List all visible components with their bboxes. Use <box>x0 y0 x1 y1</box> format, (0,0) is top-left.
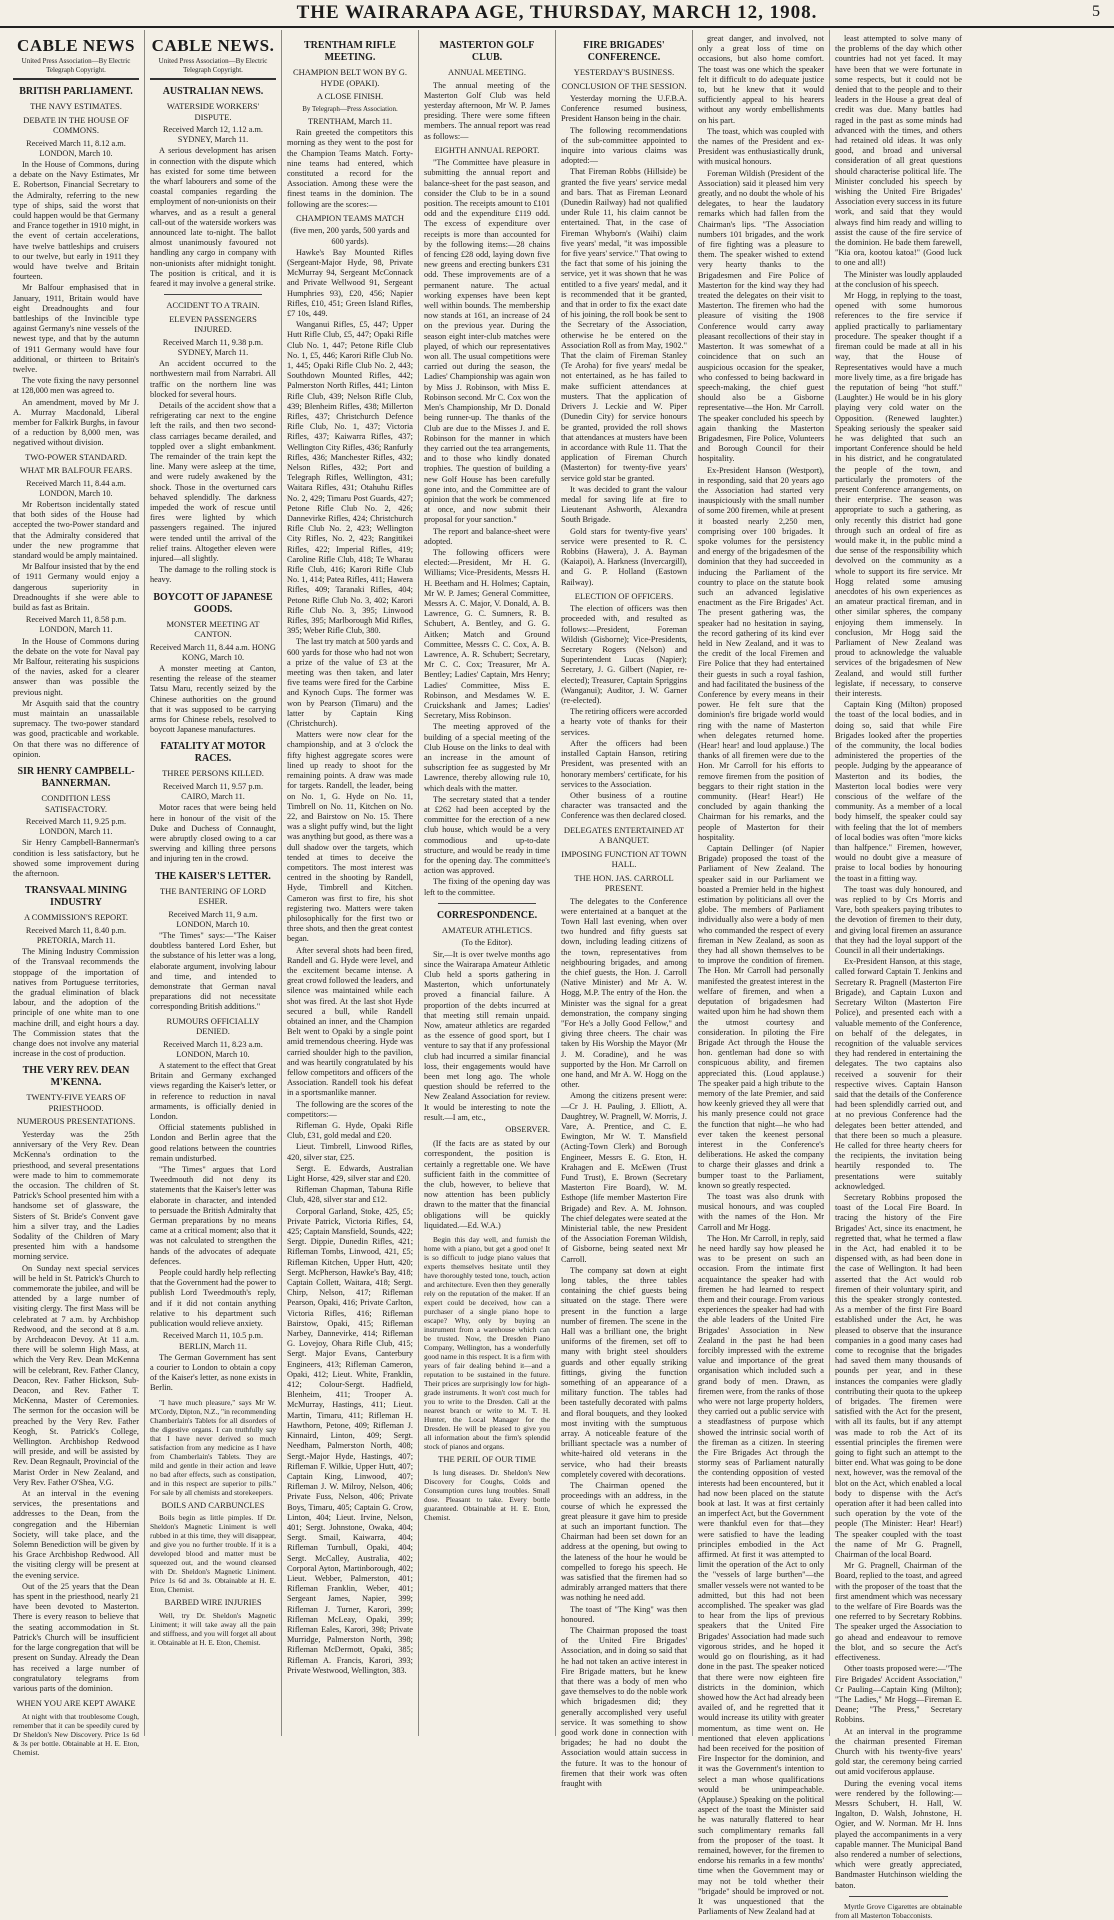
paragraph: Captain Dellinger (of Napier Brigade) proposed the toast of the Parliament of New Zealand. The speaker said in our Parliament we boasted a Premier held in the highest estimation by politicians all over the globe. The members of Parliament individually also were a body of men who commanded the respect of every fireman in New Zealand, as soon as they had all shown themselves to be to improve the condition of firemen. The Hon. Mr Carroll had personally manifested the greatest interest in the welfare of firemen, and when a deputation of brigadesmen had waited upon him he had shown them the utmost courtesy and consideration. In piloting the Fire Brigade Act through the House the hon. gentleman had done so with conspicuous ability, and firemen appreciated this. (Loud applause.) The speaker paid a high tribute to the memory of the late Premier, and said how keenly grieved they all were that his manly presence could not grace the function that night—he who had ever taken the keenest personal interest in the Conference's deliberations. He asked the company to charge their glasses and drink a bumper toast to the Parliament, known so greatly respected. <box>698 844 824 1190</box>
article-subtitle: ACCIDENT TO A TRAIN. <box>166 300 260 311</box>
paragraph: Rifleman Chapman, Tabuna Rifle Club, 428, silver star and £12. <box>287 1185 413 1205</box>
paragraph: Corporal Garland, Stoke, 425, £5; Private Patrick, Victoria Rifles, £4, 425; Captain Mansfield, Sounds, 422; Sergt. Dippie, Dunedin Rifles, 421; Rifleman Tombs, Linwood, 421, £5; Rifleman Kitchen, Upper Hutt, 420; Sergt. McPherson, Hawke's Bay, 418; Captain Collett, Waitara, 418; Sergt. Chirp, Nelson, 417; Rifleman Pearson, Opaki, 416; Private Carlton, Victoria Rifles, 416; Rifleman Bairstow, Opaki, 415; Rifleman Narbey, Dannevirke, 414; Rifleman G. Lovejoy, Ohara Rifle Club, 415; Sergt. Major Evans, Canterbury Engineers, 413; Rifleman Cameron, Opaki, 412; Lieut. White, Franklin, 412; Colour-Sergt. Hadfield, Blenheim, 411; Trooper A. McMurray, Hastings, 411; Lieut. Martin, Timaru, 411; Rifleman H. Hawthorn, Petone, 409; Rifleman J. Kinnaird, Linton, 409; Sergt. Needham, Palmerston North, 408; Sergt.-Major Hyde, Hastings, 407; Rifleman F. Wilkie, Upper Hutt, 407; Captain King, Linwood, 407; Rifleman J. W. Milroy, Nelson, 406; Private Fuss, Nelson, 406; Private Boys, Timaru, 405; Captain G. Crow, Linton, 404; Lieut. Irvine, Nelson, 401; Sergt. Johnstone, Owaka, 404; Sergt. Smail, Kaiwarra, 404; Rifleman Turnbull, Opaki, 404; Sergt. McCalley, Australia, 402; Corporal Ayton, Martinborough, 402; Lieut. Webber, Palmerston, 401; Rifleman Franklin, Weber, 401; Sergeant James, Napier, 399; Rifleman J. Turner, Karori, 399; Rifleman McLeay, Opaki, 399; Rifleman Eales, Karori, 398; Private Murridge, Palmerston North, 398; Rifleman McDermott, Opaki, 385; Rifleman A. Francis, Karori, 393; Private Westwood, Wellington, 383. <box>287 1206 413 1675</box>
article-subtitle: CONDITION LESS SATISFACTORY. <box>41 793 111 814</box>
paragraph: The meeting approved of the building of a special meeting of the Club House on the links to deal with an increase in the amount of subscription fee as suggested by Mr Lawrence, thereby allowing rule 10, which deals with the matter. <box>424 722 550 793</box>
paragraph: That Fireman Robbs (Hillside) be granted the five years' service medal and bars. That as Fireman Leonard (Dunedin Railway) had not qualified under Rule 11, his claim cannot be entertained. That, in the case of Fireman Whyborn's (Waihi) claim five years' medal, "it was impossible for five years' service." That owing to the fact that some of his joining the service, yet it was shown that he was entitled to a five years' medal, and it is recommended that it be granted, and that in order to fix the exact date of his joining, the roll book be sent to the Secretary of the Association, otherwise he be entered on the Association Roll as from May, 1902." That the claim of Fireman Stanley (Te Aroha) for five years' medal be not entertained, as he has failed to make sufficient attendances at musters. That the application of Drivers J. Leckie and W. Piper (Dunedin City) for service honours be granted, provided the roll shows that attendances at musters have been in accordance with Rule 11. That the application of Fireman Church (Masterton) for twenty-five years' service gold star be granted. <box>561 167 687 483</box>
advertisement <box>150 1398 276 1647</box>
ad-text: Myrtle Grove Cigarettes are obtainable from all Masterton Tobacconists. <box>835 1901 962 1920</box>
column-3 <box>282 30 419 1736</box>
paragraph: Motor races that were being held here in honour of the visit of the Duke and Duchess of Connaught, were abruptly closed owing to a car swerving and killing three persons and injuring ten in the crowd. <box>150 803 276 864</box>
article-title: FATALITY AT MOTOR RACES. <box>160 741 266 765</box>
paragraph: The fixing of the opening day was left to the committee. <box>424 877 550 897</box>
masthead-title: THE WAIRARAPA AGE, THURSDAY, MARCH 12, 1908. <box>296 2 818 23</box>
paragraph: (If the facts are as stated by our correspondent, the position is certainly a regrettable one. We have sufficient faith in the committee of the club, however, to believe that now attention has been publicly drawn to the matter that the financial obligations will be quickly liquidated.—Ed. W.A.) <box>424 1139 550 1230</box>
article-subtitle: WHAT MR BALFOUR FEARS. <box>19 465 133 476</box>
advertisement <box>13 1698 139 1757</box>
article-subtitle: RUMOURS OFFICIALLY DENIED. <box>166 1015 260 1037</box>
dateline: Received March 11, 8.23 a.m. LONDON, March 10. <box>163 1039 263 1059</box>
section-heading: CABLE NEWS. <box>151 36 275 55</box>
article-subtitle: DEBATE IN THE HOUSE OF COMMONS. <box>23 114 129 135</box>
paragraph: Gold stars for twenty-five years' service were presented to R. C. Robbins (Hawera), J. A. Bayman (Kaiapoi), A. Harkness (Invercargill), and G. P. Holland (Eastown Railway). <box>561 526 687 587</box>
paragraph: The Minister was loudly applauded at the conclusion of his speech. <box>835 269 962 289</box>
paragraph: The toast of "The King" was then honoured. <box>561 1604 687 1624</box>
dateline: Received March 11, 9 a.m. LONDON, March 10. <box>168 909 258 929</box>
paragraph: Hawke's Bay Mounted Rifles (Sergeant-Major Hyde, 98, Private McMurray 94, Sergeant McConnack and Private Wellwood 91, Sergeant Humphries 93), £20, 456; Napier Rifles, £10, 451; Green Island Rifles, £7 10s, 449. <box>287 247 413 318</box>
paragraph: The secretary stated that a tender at £262 had been accepted by the committee for the erection of a new club house, which would be a very commodious and up-to-date structure, and would be ready in time for the opening day. The committee's action was approved. <box>424 794 550 876</box>
article-title: TRENTHAM RIFLE MEETING. <box>304 40 396 63</box>
paragraph: Other business of a routine character was transacted and the Conference was then declared closed. <box>561 790 687 821</box>
paragraph: great danger, and involved, not only a great loss of time on occasions, but also home comfort. The toast was one which the speaker felt it difficult to do adequate justice to, but he knew that it would sufficiently appeal to his hearers without any wordy embellishments on his part. <box>698 34 824 125</box>
article-title: THE VERY REV. DEAN M'KENNA. <box>22 1065 130 1089</box>
paragraph: Other toasts proposed were:—"The Fire Brigades' Accident Association," Cr Pauling—Captain King (Milton); "The Ladies," Mr Hogg—Fireman E. Deane; "The Press," Secretary Robbins. <box>835 1664 962 1725</box>
columns <box>8 30 1108 1920</box>
paragraph: On Sunday next special services will be held in St. Patrick's Church to commemorate the jubilee, and will be attended by a large number of visiting clergy. The first Mass will be celebrated at 7 a.m. by Archbishop Redwood, and the second at 8 a.m. by Archdeacon Devoy. At 11 a.m. there will be solemn High Mass, at which the Very Rev. Dean McKenna will be celebrant, Rev. Father Clancy, Deacon, Rev. Father Hickson, Sub-Deacon, and Rev. Father T. McKenna, Master of Ceremonies. The sermon for the occasion will be preached by the Very Rev. Father Keogh, St. Patrick's College, Wellington. Archbishop Redwood will preside, and will be assisted by Rev. Dean Regnault, Provincial of the Marist Order in New Zealand, and Very Rev. Father O'Shea, V.G. <box>13 1263 139 1487</box>
paragraph: The following recommendations of the sub-committee appointed to inquire into various claims was adopted:— <box>561 125 687 166</box>
paragraph: The company sat down at eight long tables, the three tables containing the chief guests being situated on the stage. There were present in the function a large number of firemen. The scene in the Hall was a brilliant one, the bright uniforms of the firemen, set off to many with bright steel shoulders guards and other equally striking fittings, giving the function something of an appearance of a military function. The tables had been tastefully decorated with palms and floral bouquets, and they looked most inviting with the sumptuous array. A noticeable feature of the brilliant spectacle was a number of white-haired old veterans in the service, who had their breasts completely covered with decorations. <box>561 1265 687 1479</box>
article-subtitle: THREE PERSONS KILLED. <box>162 768 264 779</box>
article-title: THE KAISER'S LETTER. <box>155 870 271 882</box>
paragraph: Sergt. E. Edwards, Australian Light Horse, 429, silver star and £20. <box>287 1163 413 1184</box>
article-subtitle: CHAMPION TEAMS MATCH <box>296 212 404 223</box>
paragraph: Matters were now clear for the championship, and at 3 o'clock the fifty highest aggregate scores were lined up ready to shoot for the remaining points. A draw was made for targets. Randell, the leader, being on No. 1, G. Hyde on No. 11, Timbrell on No. 11, Kitchen on No. 22, and Bairstow on No. 15. There was a slight puffy wind, but the light was anything but good, as there was a dull shadow over the targets, which tended at times to deceive the competitors. The most interest was centred in the shooting by Randell, Hyde, Timbrell and Kitchen. Cameron was first to fire, his shot registering two. Matters were taken philosophically for the first two or three shots, and then the great contest began. <box>287 730 413 944</box>
credit-line: By Telegraph—Press Association. <box>302 104 398 113</box>
dateline: (five men, 200 yards, 500 yards and 600 yards). <box>290 226 410 246</box>
article-subtitle: ANNUAL MEETING. <box>447 67 527 77</box>
article-subtitle: AMATEUR ATHLETICS. <box>441 924 533 935</box>
paragraph: Details of the accident show that a refrigerating car next to the engine left the rails, and then two second-class carriages became derailed, and toppled over a slight embankment. The remainder of the train kept the line. Many were asleep at the time, and were rudely awakened by the shock. Those in the overturned cars behaved splendidly. The darkness impeded the work of rescue until fires were lighted by which passengers regained. The injured were tended until the arrival of the relief trains. Altogether eleven were injured—all slightly. <box>150 400 276 564</box>
paragraph: The toast, which was coupled with the names of the President and ex-President was enthusiastically drunk, with musical honours. <box>698 126 824 167</box>
dateline: Received March 12, 1.12 a.m. SYDNEY, March 11. <box>163 125 263 145</box>
article-subtitle: A COMMISSION'S REPORT. <box>23 912 129 923</box>
divider <box>150 78 276 80</box>
paragraph: The following are the scores of the competitors:— <box>287 1099 413 1119</box>
credit-line: United Press Association—By Electric Telegraph Copyright. <box>158 57 268 74</box>
article-title: FIRE BRIGADES' CONFERENCE. <box>583 40 665 63</box>
paragraph: Mr G. Pragnell, Chairman of the Board, replied to the toast, and agreed with the proposer of the toast that the first amendment which was necessary to the welfare of Fire Boards was the one referred to by Secretary Robbins. The speaker urged the Association to go ahead and endeavour to remove the blot, and so secure the Act's effectiveness. <box>835 1561 962 1663</box>
paragraph: The German Government has sent a courier to London to obtain a copy of the Kaiser's letter, as none exists in Berlin. <box>150 1352 276 1393</box>
paragraph: Sir,—It is over twelve months ago since the Wairarapa Amateur Athletic Club held a sports gathering in Masterton, which unfortunately proved a financial failure. A proportion of the debts incurred at that meeting still remain unpaid. Now, amateur athletics are regarded as the essence of good sport, but I venture to say that if any professional club had incurred a similar financial loss, their engagements would have been met long ago. The whole question should be referred to the New Zealand Association for review. It would be interesting to note the result.—I am, etc., <box>424 949 550 1122</box>
paragraph: At an interval in the evening services, the presentations and addresses to the Dean, from the congregation and the Hibernian Society, will take place, and the Solemn Benediction will be given by his Grace Archbishop Redwood. All the visiting clergy will be present at the evening service. <box>13 1489 139 1580</box>
paragraph: It was decided to grant the valour medal for saving life at fire to Lieutenant Ashworth, Alexandra South Brigade. <box>561 484 687 525</box>
paragraph: Mr Hogg, in replying to the toast, opened with some humorous references to the fire service if applied practically to parliamentary procedure. The speaker thought if a fireman could be made at all in his way, that the House of Representatives would have a much more lively time, as a fire brigade has the reputation of being "hot stuff." (Laughter.) He would be in his glory playing very cold water on the Opposition. (Renewed laughter.) Speaking seriously the speaker said he was delighted that such an important Conference should be held in his district, and he congratulated the people of the town, and particularly the promoters of the present Conference arrangements, on their enterprise. The season was appropriate to such a gathering, as only recently this district had gone through such an ordeal of fire as would make it, in the public mind a due sense of the responsibility which devolved on the community as a whole to support its fire service. Mr Hogg related some amusing anecdotes of his own experiences as an amateur practical fireman, and in other similar spheres, the company enjoying them immensely. In conclusion, Mr Hogg said the Parliament of New Zealand was proud to acknowledge the valuable services of the brigadesmen of New Zealand, and would still further legislate, if necessary, to conserve their interests. <box>835 291 962 698</box>
ad-title: THE PERIL OF OUR TIME <box>438 1454 536 1465</box>
paragraph: An amendment, moved by Mr J. A. Murray Macdonald, Liberal member for Falkirk Burghs, in favour of a reduction by 8,000 men, was negatived without division. <box>13 397 139 448</box>
ad-title: WHEN YOU ARE KEPT AWAKE <box>16 1698 136 1709</box>
dateline: Received March 11, 10.5 p.m. BERLIN, March 11. <box>162 1331 264 1351</box>
article-subtitle: ELEVEN PASSENGERS INJURED. <box>169 313 257 335</box>
article-subtitle: TWO-POWER STANDARD. <box>25 451 127 462</box>
paragraph: Among the citizens present were:—Cr J. H. Pauling, J. Elliott, A. Daughtrey, W. Pragnell, W. Morris, J. Vare, A. Prentice, and C. E. Ewington, Mr W. T. Mansfield (Acting-Town Clerk) and Borough Engineer, Messrs E. G. Eton, H. Krahagen and E. McEwen (Trust Fund Trust), E. Brown (Secretary Masterton Fire Board), W. M. Esthope (life member Masterton Fire Brigade) and Rev. A. M. Johnson. The chief delegates were seated at the Ministerial table, the new President of the Association Foreman Wildish, of Gisborne, being seated next Mr Carroll. <box>561 1091 687 1264</box>
paragraph: Official statements published in London and Berlin agree that the good relations between the countries remain undisturbed. <box>150 1123 276 1163</box>
paragraph: Mr Balfour emphasised that in January, 1911, Britain would have eight Dreadnoughts and four battleships of the Invincible type against Germany's nine vessels of the newest type, and that by the autumn of 1911 Germany would have four additional, or thirteen to Britain's twelve. <box>13 283 139 374</box>
article-subtitle: ELECTION OF OFFICERS. <box>574 590 674 601</box>
paragraph: After the officers had been installed Captain Hanson, retiring President, was presented with an honorary members' certificate, for his services to the Association. <box>561 738 687 789</box>
paragraph: A monster meeting at Canton, resenting the release of the steamer Tatsu Maru, recently seized by the Chinese authorities on the ground that it was supposed to be carrying arms for Chinese rebels, resolved to boycott Japanese manufactures. <box>150 664 276 735</box>
paragraph: The Chairman opened the proceedings with an address, in the course of which he expressed the great pleasure it gave him to preside at such an important function. The Chairman had been set down for an address at the opening, but owing to the lateness of the hour he would be compelled to forego his speech. He was satisfied that the firemen had so admirably arranged matters that there was nothing he need add. <box>561 1481 687 1603</box>
credit-line: United Press Association—By Electric Telegraph Copyright. <box>21 57 131 74</box>
article-title: BRITISH PARLIAMENT. <box>19 86 133 97</box>
ad-text: At night with that troublesome Cough, remember that it can be speedily cured by Dr Sheldon's New Discovery. Price 1s 6d & 3s per bottle. Obtainable at H. E. Eton, Chemist. <box>13 1711 139 1757</box>
paragraph: The election of officers was then proceeded with, and resulted as follows:—President, Foreman Wildish (Gisborne); Vice-Presidents, Secretary Rogers (Nelson) and Superintendent Lucas (Napier); Secretary, J. G. Gilbert (Napier, re-elected); Treasurer, Captain Spriggins (Wanganui); Auditor, J. W. Garner (re-elected). <box>561 604 687 706</box>
paragraph: "The Times" says:—"The Kaiser doubtless bantered Lord Esher, but the substance of his letter was a long, elaborate argument, involving labour and time, and intended to demonstrate that German naval preparations did not necessitate corresponding British additions." <box>150 930 276 1012</box>
article-title: MASTERTON GOLF CLUB. <box>439 40 535 63</box>
paragraph: A serious development has arisen in connection with the dispute which has existed for some time between the wharf labourers and some of the coastal companies regarding the employment of non-unionists on their wharves, and as a result a general call-out of the waterside workers was announced late to-night. The ballot almost unanimously favoured not handling any cargo in company with non-unionists after midnight tonight. The position is critical, and it is feared it may involve a general strike. <box>150 146 276 289</box>
paragraph: Rain greeted the competitors this morning as they went to the post for the Champion Teams Match. Forty-nine teams had entered, which constituted a record for the Association. Among these were the finest teams in the dominion. The following are the scores:— <box>287 128 413 209</box>
paragraph: "The Times" argues that Lord Tweedmouth did not deny its statements that the Kaiser's letter was elaborate in character, and intended to persuade the British Admiralty that German preparations by no means came at a critical moment; also that it was not calculated to strengthen the hands of the advocates of adequate defences. <box>150 1165 276 1266</box>
paragraph: "The Committee have pleasure in submitting the annual report and balance-sheet for the past season, and consider the Club to be in a sound position. The receipts amount to £101 odd and the expenditure £119 odd. The excess of expenditure over receipts is more than accounted for by the following items:—28 chains of fencing £28 odd, laying down five new greens and erecting bunkers £31 odd. These improvements are of a permanent nature. The actual working expenses have been kept well within bounds. The membership now stands at 161, an increase of 24 on the previous year. During the season eight inter-club matches were played, of which our representatives won all. The usual competitions were carried out during the season, the Ladies' Championship was again won by Miss J. Robinson, with Miss E. Robinson second. Mr C. Cox won the Men's Championship, Mr D. Donald being runner-up. The thanks of the Club are due to the Misses J. and E. Robinson for the manner in which they carried out the tea arrangements, and to those who kindly donated trophies. The question of building a new Golf House has been carefully gone into, and the Committee are of opinion that the work be commenced at once, and now submit their proposal for your sanction." <box>424 158 550 525</box>
paragraph: An accident occurred to the northwestern mail from Narrabri. All traffic on the northern line was blocked for several hours. <box>150 359 276 399</box>
divider <box>849 1896 948 1897</box>
dateline: Received March 11, 8.44 a.m. LONDON, March 10. <box>26 478 126 498</box>
paragraph: The annual meeting of the Masterton Golf Club was held yesterday afternoon, Mr W. P. James presiding. There were some fifteen members. The annual report was read as follows:— <box>424 80 550 141</box>
paragraph: After several shots had been fired, Randell and G. Hyde were level, and the excitement became intense. A great crowd followed the leaders, and silence was maintained while each shot was fired. At the last shot Hyde secured a bull, while Randell obtained an inner, and the Champion Belt went to Opaki by a single point amid tremendous cheering. Hyde was carried shoulder high to the pavilion, and was heartily congratulated by his fellow competitors and officers of the Association. Randell took his defeat in a sportsmanlike manner. <box>287 945 413 1098</box>
paragraph: The report and balance-sheet were adopted. <box>424 526 550 546</box>
dateline: TRENTHAM, March 11. <box>307 117 393 126</box>
divider <box>13 78 139 80</box>
article-subtitle: THE BANTERING OF LORD ESHER. <box>159 885 266 907</box>
dateline: (To the Editor). <box>461 938 513 948</box>
paragraph: Rifleman G. Hyde, Opaki Rifle Club, £31, gold medal and £20. <box>287 1121 413 1141</box>
article-subtitle: THE NAVY ESTIMATES. <box>30 101 122 111</box>
article-subtitle: DELEGATES ENTERTAINED AT A BANQUET. <box>563 824 685 846</box>
article-title: TRANSVAAL MINING INDUSTRY <box>24 885 128 909</box>
dateline: Received March 11, 8.44 a.m. HONG KONG, March 10. <box>150 642 276 662</box>
paragraph: During the evening vocal items were rendered by the following:—Messrs Schubert, H. Hall, W. Ingalton, D. Walsh, Johnstone, H. Ogier, and W. Norman. Mr H. Inns played the accompaniments in a very capable manner. The Municipal Band also rendered a number of selections, which were greatly appreciated, Bandmaster Hutchinson wielding the baton. <box>835 1778 962 1890</box>
paragraph: In the House of Commons during the debate on the vote for Naval pay Mr Balfour, reiterating his suspicions of the navies, asked for a clearer answer than was possible the previous night. <box>13 636 139 697</box>
column-5 <box>556 30 693 1788</box>
paragraph: The Hon. Mr Carroll, in reply, said he need hardly say how pleased he was to be present on such an occasion. From the intimate first acquaintance the speaker had with firemen he had learned to respect them and their courage. From various experiences the speaker had had with the able leaders of the United Fire Brigades' Association in New Zealand in the past he had been forcibly impressed with the extreme value and importance of the great organisation which included such a grand body of men. Drawn, as firemen were, from the ranks of those who were not large property holders, they carried out a public service with a steadfastness of purpose which showed the intrinsic social worth of the fireman as a citizen. In steering the Fire Brigades Act through the stormy seas of Parliament naturally the contending opposition of vested interests had been encountered, but it had now been placed on the statute book at last. It was at first certainly an imperfect Act, but the Government were thankful even for that—they were satisfied to have the leading principles embodied in the Act affirmed. At first it was attempted to limit the operation of the Act to only the "vessels of large burthen"—the smaller vessels were not wanted to be admitted, but this had not been accomplished. The speaker was glad to hear from the lips of previous speakers that the United Fire Brigades' Association had made such vigorous strides, and he hoped it would go on flourishing, as it had done in the past. The speaker noticed that there were now eighteen fire districts in the dominion, which showed how the Act had already been availed of, and he regretted that it would increase its utility with greater momentum, as time went on. He mentioned that eleven applications had been received for the position of Fire Inspector for the dominion, and it was the Government's intention to select a man whose qualifications would be unimpeachable. (Applause.) Speaking on the political aspect of the toast the Minister said he was naturally flattered to hear such complimentary remarks fall from the proposer of the toast. It remained, however, for the firemen to endorse his remarks in a few months' time when the Government may or may not be told whether their "brigade" should be improved or not. It was unquestioned that the Parliaments of New Zealand had at <box>698 1233 824 1917</box>
article-subtitle: IMPOSING FUNCTION AT TOWN HALL. <box>561 848 687 870</box>
paragraph: The last try match at 500 yards and 600 yards for those who had not won a prize of the value of £3 at the meeting was then taken, and later five teams were fired for the Carbine and Kynoch Cups. The former was won by Pearson (Timaru) and the latter by Captain King (Christchurch). <box>287 637 413 729</box>
signature: OBSERVER. <box>505 1125 550 1134</box>
article-subtitle: NUMEROUS PRESENTATIONS. <box>16 1116 136 1127</box>
paragraph: Captain King (Milton) proposed the toast of the local bodies, and in doing so, said that while Fire Brigades looked after the properties of the community, the local bodies administered the properties of the people. Judging by the appearance of Masterton and its bodies, the Masterton local bodies were very conscious of the welfare of the community. As a member of a local body himself, the speaker could say with feeling that the lot of members of local bodies was often "more kicks than halfpence." Firemen, however, would no doubt give a measure of praise to local bodies by honouring the toast in a fitting way. <box>835 700 962 883</box>
dateline: Received March 11, 9.57 p.m. CAIRO, March 11. <box>162 781 264 802</box>
dateline: Received March 11, 8.40 p.m. PRETORIA, March 11. <box>25 925 127 945</box>
paragraph: The vote fixing the navy personnel at 128,000 men was agreed to. <box>13 376 139 396</box>
ad-text: Well, try Dr. Sheldon's Magnetic Liniment; it will take away all the pain and stiffness, and you will forget all about it. Obtainable at H. E. Eton, Chemist. <box>150 1610 276 1647</box>
ad-text: Is lung diseases. Dr. Sheldon's New Discovery for Coughs, Colds and Consumption cures lung troubles. Small dose. Pleasant to take. Every bottle guaranteed. Obtainable at H. E. Eton, Chemist. <box>424 1467 550 1522</box>
paragraph: Yesterday was the 25th anniversary of the Very Rev. Dean McKenna's ordination to the priesthood, and several presentations were made to him to commemorate the occasion. The children of St. Patrick's School presented him with a handsome set of glassware, the Sisters of St. Bride's Convent gave him a silver tray, and the Ladies Sodality of the Children of Mary presented him with a handsome morning service. <box>13 1129 139 1262</box>
ad-text: "I have much pleasure," says Mr W. M'Cordy, Dipton, N.Z., "in recommending Chamberlain's Tablets for all disorders of the digestive organs. I can truthfully say that I have never derived so much satisfaction from any medicine as I have from Chamberlain's Tablets. They are mild and gentle in their action and leave no bad after effects, such as constipation, and in this respect are superior to pills." For sale by all chemists and storekeepers. <box>150 1397 277 1497</box>
article-subtitle: YESTERDAY'S BUSINESS. <box>573 67 675 77</box>
article-subtitle: TWENTY-FIVE YEARS OF PRIESTHOOD. <box>26 1092 126 1113</box>
article-subtitle: MONSTER MEETING AT CANTON. <box>166 618 260 640</box>
dateline: Received March 11, 9.38 p.m. SYDNEY, March 11. <box>162 337 264 357</box>
paragraph: Secretary Robbins proposed the toast of the Local Fire Board. In tracing the history of the Fire Brigades' Act, since its enactment, he regretted that, what he termed a flaw in the Act, had enabled it to be dispensed with, as had been done in the case of Wellington. It had been asserted that the Act would rob firemen of their voluntary spirit, and this the speaker strongly contested. As a member of the first Fire Board established under the Act, he was pleased to observe that the insurance companies in a good many cases had come to recognise that the brigades had saved them many thousands of pounds per year, and in these instances the companies were gladly contributing their quota to the upkeep of brigades. The firemen were satisfied with the Act for the present, with all its faults, but if any attempt was made to rob the Act of its essential principles the firemen were going to fight such an attempt to the bitter end. What was going to be done next, however, was the removal of the blot on the Act, which enabled a local body to dispense with the Act's operation after it had been called into such operation by the vote of the people (The Minister: Hear! Hear!) The speaker coupled with the toast the name of Mr G. Pragnell, Chairman of the local Board. <box>835 1192 962 1560</box>
column-7 <box>830 30 967 1920</box>
advertisement <box>424 1235 550 1522</box>
ad-title: BARBED WIRE INJURIES <box>164 1597 262 1608</box>
article-subtitle: THE HON. JAS. CARROLL PRESENT. <box>574 872 674 894</box>
article-subtitle: EIGHTH ANNUAL REPORT. <box>434 144 540 155</box>
column-6 <box>693 30 830 1917</box>
paragraph: At an interval in the programme the chairman presented Fireman Church with his twenty-five years' gold star, the ceremony being carried out amid vociferous applause. <box>835 1726 962 1777</box>
paragraph: Ex-President Hanson (Westport), in responding, said that 20 years ago the Association had started very inauspiciously with the small number of some 200 firemen, while at present it boasted nearly 2,250 men, comprising over 100 brigades. It spoke volumes for the persistency and energy of the brigadesmen of the dominion that they had succeeded in inducing the Parliament of the country to place on the statute book such an advanced legislative enactment as the Fire Brigades' Act. The present gathering was, the speaker had no hesitation in saying, the record gathering of its kind ever held in New Zealand, and it was to the credit of the local Firemen and Fire Police that they had entertained their guests in such a royal fashion, and had facilitated the business of the Conference by every means in their power. He felt sure that the dominion's fire brigade world would ring with the name of Masterton when delegates returned home. (Hear! hear! and loud applause.) The thanks of all firemen were due to the Hon. Mr Carroll for his efforts to remove firemen from the position of beggars to their right station in the community. (Hear! Hear!) He concluded by again thanking the Chairman for his remarks, and the people of Masterton for their hospitality. <box>698 465 824 842</box>
dateline: Received March 11, 8.12 a.m. LONDON, March 10. <box>26 138 126 158</box>
paragraph: The delegates to the Conference were entertained at a banquet at the Town Hall last evening, when over two hundred and fifty guests sat down, including leading citizens of the town, representatives from neighbouring brigades, and among the chief guests, the Hon. J. Carroll (Native Minister) and Mr A. W. Hogg, M.P. The entry of the Hon. the Minister was the signal for a great demonstration, the company singing "For He's a Jolly Good Fellow," and giving three cheers. The chair was taken by His Worship the Mayor (Mr J. M. Coradine), and he was supported by the Hon. Mr Carroll on one hand, and Mr A. W. Hogg on the other. <box>561 896 687 1090</box>
paragraph: The damage to the rolling stock is heavy. <box>150 565 276 585</box>
paragraph: The toast was also drunk with musical honours, and was coupled with the names of the Hon. Mr Carroll and Mr Hogg. <box>698 1191 824 1232</box>
ad-text: Begin this day well, and furnish the home with a piano, but get a good one! It is so difficult to judge piano values that experts themselves hesitate until they have thoroughly tested tone, touch, action and architecture. Even then they generally rely on the reputation of the maker. If an expert could be deceived, how can a purchaser of a single piano hope to escape? Why, only by buying an instrument from a warehouse which can be trusted. Now, the Dresden Piano Company, Wellington, has a wonderfully good name in this respect. It is a firm with years of fair dealing behind it—and a reputation to be sustained in the future. Their prices are surprisingly low for high-grade instruments. It won't cost much for you to write to the Dresden. Call at the nearest branch or write to M. T. H. Hunter, the Local Manager for the Dresden. He will be pleased to give you all information about the firm's splendid stock of pianos and organs. <box>424 1235 550 1452</box>
paragraph: Yesterday morning the U.F.B.A. Conference resumed business, President Hanson being in the chair. <box>561 94 687 124</box>
dateline: Received March 11, 8.58 p.m. LONDON, March 11. <box>25 615 127 635</box>
article-subtitle: WATERSIDE WORKERS' DISPUTE. <box>166 101 260 122</box>
article-subtitle: A CLOSE FINISH. <box>316 91 384 101</box>
paragraph: Mr Robertson incidentally stated that both sides of the House had accepted the two-Power standard and that the Admiralty considered that under the new programme that standard would be amply maintained. <box>13 500 139 561</box>
ad-title: BOILS AND CARBUNCLES <box>161 1499 265 1510</box>
paragraph: A statement to the effect that Great Britain and Germany exchanged views regarding the Kaiser's letter, or in reference to reduction in naval armaments, is officially denied in London. <box>150 1061 276 1122</box>
column-1 <box>8 30 145 1757</box>
paragraph: Wanganui Rifles, £5, 447; Upper Hutt Rifle Club, £5, 447; Opaki Rifle Club No. 1, 447; Petone Rifle Club No. 1, £5, 446; Karori Rifle Club No. 1, 445; Opaki Rifle Club No. 2, 443; Southdown Mounted Rifles, 442; Palmerston North Rifles, 441; Linton Rifle Club, 439; Nelson Rifle Club, 439; Blenheim Rifles, 438; Millerton Rifles, 437; Christchurch Defence Rifle Club, No. 1, 437; Victoria Rifles, 437; Kaiwarra Rifles, 437; Wellington City Rifles, 436; Ranfurly Rifles, 436; Manchester Rifles, 432; Nelson Rifles, 432; Port and Telegraph Rifles, Wellington, 431; Waitara Rifles, 431; Otahuhu Rifles No. 2, 429; Timaru Post Guards, 427; Petone Rifle Club No. 2, 426; Dannevirke Rifles, 424; Christchurch Rifle Club No. 2, 423; Wellington City Rifles, No. 2, 423; Rangitikei Rifles, 422; Imperial Rifles, 419; Caroline Rifle Club, 418; Te Wharau Rifle Club, 416; Karori Rifle Club No. 1, 414; Patea Rifles, 411; Hawera Rifles, 409; Taranaki Rifles, 404; Petone Rifle Club No. 3, 402; Karori Rifle Club No. 3, 395; Linwood Rifles, 395; Marlborough Mid Rifles, 395; Weber Rifle Club, 380. <box>287 320 413 636</box>
column-4 <box>419 30 556 1736</box>
paragraph: The retiring officers were accorded a hearty vote of thanks for their services. <box>561 707 687 737</box>
masthead <box>0 0 1114 28</box>
paragraph: least attempted to solve many of the problems of the day which other countries had not yet faced. It may have been that we were fortunate in some respects, but it could not be denied that to the people and to their leaders in the House a great deal of credit was due. Many battles had raged in the past as some minds had advanced with the times, and others had retained old ideas. It was only good, and broad and universal consideration of all great questions should characterise political life. The Minister concluded his speech by wishing the United Fire Brigades' Association every success in its future work, and said that they would always find him ready and willing to assist the cause of the fire service of the dominion. He bade them farewell, "Kia ora, kootou katoa!" (Good luck to one and all!) <box>835 34 962 268</box>
paragraph: People could hardly help reflecting that the Government had the power to publish Lord Tweedmouth's reply, and if it did not contain anything relative to his department such publication would relieve anxiety. <box>150 1268 276 1329</box>
paragraph: Ex-President Hanson, at this stage, called forward Captain T. Jenkins and Secretary R. Pragnell (Masterton Fire Brigade), and Captain Luxon and Secretary Wilton (Masterton Fire Police), and presented each with a valuable memento of the Conference, on behalf of the delegates, in recognition of the valuable services they had rendered in entertaining the delegates. The two captains also received a souvenir for their respective wives. Captain Hanson said that the details of the Conference had been splendidly carried out, and at no previous Conference had the delegates been better attended, and that there been so much a pleasure. He called for three hearty cheers for the recipients, the invitation being heartily responded to. The presentations were suitably acknowledged. <box>835 957 962 1191</box>
article-title: SIR HENRY CAMPBELL-BANNERMAN. <box>17 766 135 790</box>
section-heading: CABLE NEWS <box>17 36 135 55</box>
divider <box>438 903 536 904</box>
article-title: CORRESPONDENCE. <box>436 909 538 921</box>
paragraph: Out of the 25 years that the Dean has spent in the priesthood, nearly 21 have been devoted to Masterton. There is every reason to believe that the seating accommodation in St. Patrick's Church will be insufficient for the large congregation that will be present on Sunday. Already the Dean has received a large number of congratulatory telegrams from various parts of the dominion. <box>13 1581 139 1693</box>
ad-text: Boils begin as little pimples. If Dr. Sheldon's Magnetic Liniment is well rubbed in at this time, they will disappear, and give you no further trouble. If it is a developed blood and matter must be squeezed out, and the wound cleansed with Dr. Sheldon's Magnetic Liniment. Price 1s 6d and 3s. Obtainable at H. E. Eton, Chemist. <box>150 1513 276 1595</box>
paragraph: The toast was duly honoured, and was replied to by Crs Morris and Vare, both speakers paying tributes to the devotion of firemen to their duty, and giving local firemen an assurance that they had the loyal support of the Council in all their undertakings. <box>835 884 962 956</box>
article-subtitle: CHAMPION BELT WON BY G. HYDE (OPAKI). <box>292 67 408 88</box>
paragraph: Foreman Wildish (President of the Association) said it pleased him very greatly, and no doubt the whole of his delegates, to hear the laudatory remarks which had fallen from the Chairman's lips. "The Association numbers 101 brigades, and the work of fire fighting was a pleasure to them. The speaker wished to extend very hearty thanks to the Brigadesmen and Fire Police of Masterton for the kind way they had treated the delegates on their visit to Masterton. The firemen who had the pleasure of visiting the 1908 Conference would carry away pleasant recollections of their stay in Masterton. It was somewhat of a coincidence that on such an auspicious occasion for the speaker, who confessed to being backward in speech-making, the chief guest should also be a Gisborne representative—the Hon. Mr Carroll. The speaker concluded his speech by again thanking the Masterton Brigadesmen, Fire Police, Volunteers and Borough Council for their hospitality. <box>698 168 824 464</box>
paragraph: Mr Balfour insisted that by the end of 1911 Germany would enjoy a dangerous superiority in Dreadnoughts if she were able to build as fast as Britain. <box>13 562 139 613</box>
article-title: BOYCOTT OF JAPANESE GOODS. <box>153 591 273 615</box>
page-number: 5 <box>1092 3 1100 20</box>
divider <box>164 294 262 295</box>
dateline: Received March 11, 9.25 p.m. LONDON, March 11. <box>25 817 127 837</box>
paragraph: The Mining Industry Commission of the Transvaal recommends the stoppage of the importation of natives from Portuguese territories, the gradual elimination of black labour, and the adoption of the principle of one white man to one machine drill, and eight hours a day. The Commission states that the change does not involve any material increase in the cost of production. <box>13 947 139 1059</box>
paragraph: Sir Henry Campbell-Bannerman's condition is less satisfactory, but he showed some improvement during the afternoon. <box>13 838 139 879</box>
column-2 <box>145 30 282 1736</box>
paragraph: Lieut. Timbrell, Linwood Rifles, 420, silver star, £25. <box>287 1142 413 1162</box>
paragraph: The following officers were elected:—President, Mr H. G. Williams; Vice-Presidents, Messrs H. H. Beetham and H. Holmes; Captain, Mr W. P. James; General Committee, Messrs A. C. Major, V. Donald, A. B. Lawrence, G. C. Sumners, R. B. Schubert, A. Bentley, and G. G. Aitken; Match and Ground Committee, Messrs C. C. Cox, A. B. Lawrence, A. R. Schubert; Secretary, Mr C. C. Cox; Treasurer, Mr A. Bentley; Ladies' Captain, Mrs Henry; Ladies' Committee, Miss E. Robinson, and Mesdames W. E. Cruickshank and James; Ladies' Secretary, Miss Robinson. <box>424 547 550 721</box>
article-title: AUSTRALIAN NEWS. <box>162 86 264 97</box>
paragraph: The Chairman proposed the toast of the United Fire Brigades' Association, and in doing so said that he had not taken an active interest in Fire Brigade matters, but he knew that there was a body of men who gave themselves to do the noble work which brigadesmen did; they generally accomplished very useful service. It was something to show good work done in connection with brigades; he had no doubt the Association would attain success in the future. It was to the honour of firemen that their work was often fraught with <box>561 1625 687 1788</box>
article-subtitle: CONCLUSION OF THE SESSION. <box>561 80 687 91</box>
paragraph: In the House of Commons, during a debate on the Navy Estimates, Mr E. Robertson, Financial Secretary to the Admiralty, referring to the new type of ships, said the worst that could happen would be that Germany and France together in 1910 might, in the event of certain accelerations, have twelve battleships and cruisers to our twelve, but early in 1911 they would have twelve and Britain fourteen. <box>13 159 139 282</box>
paragraph: Mr Asquith said that the country must maintain an unassailable supremacy. The two-power standard was good, practicable and workable. On that there was no difference of opinion. <box>13 698 139 759</box>
